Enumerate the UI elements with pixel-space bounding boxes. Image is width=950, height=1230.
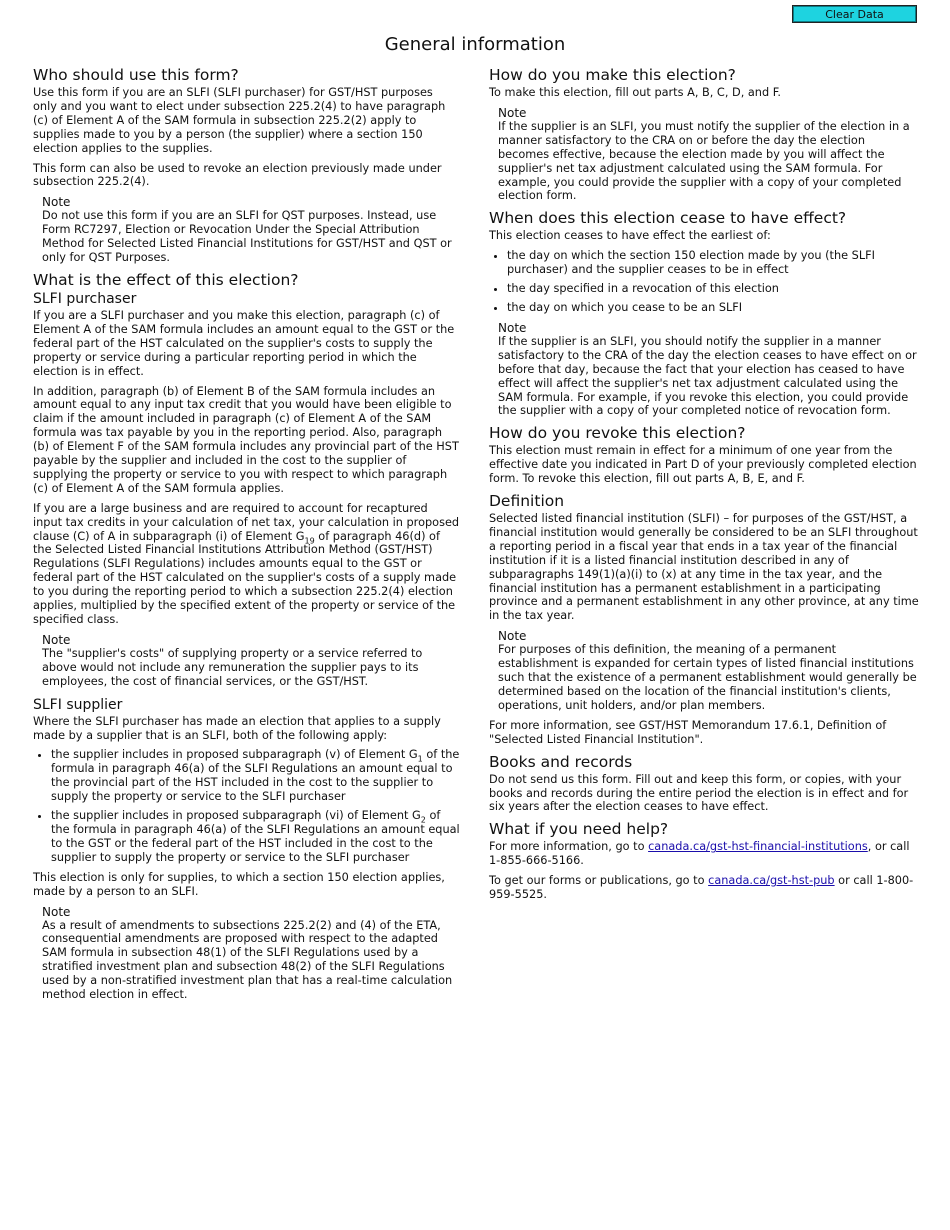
text-span: of the formula in paragraph 46(a) of the SLFI Regulations an amount equal to the provincial part of the HST included in the cost to the supplier to supply the property or service to the SLFI purchaser [51,748,460,804]
cease-note [498,321,919,418]
cease-section [489,209,919,418]
definition-section [489,492,919,747]
text-span: the supplier includes in proposed subparagraph (v) of Element G [51,748,418,762]
effect-heading: What is the effect of this election? [33,270,299,289]
text-span: or call 1-800-959-5525. [489,874,914,902]
subscript: 19 [304,535,315,545]
how-make-section [489,66,919,203]
forms-publications-link[interactable]: canada.ca/gst-hst-pub [708,874,835,888]
note-text: As a result of amendments to subsections 225.2(2) and (4) of the ETA, consequential amendments are proposed with respect to the adapted SAM formula in subsection 48(1) of the SLFI Regulations used by a stratified investment plan and subsection 48(2) of the SLFI Regulations used by a non-stratified investment plan that has a real-time calculation method election in effect. [42,918,453,1002]
cease-list [489,249,919,315]
supplier-list [33,748,460,864]
definition-note [498,629,919,713]
note-label: Note [498,105,527,120]
list-item: • the day on which the section 150 election made by you (the SLFI purchaser) and the supplier ceases to be in effect [507,249,919,277]
page-title: General information [384,34,566,55]
text-span: To get our forms or publications, go to [489,874,709,888]
note-text: Do not use this form if you are an SLFI for QST purposes. Instead, use Form RC7297, Election or Revocation Under the Special Attribution Method for Selected Listed Financial Institutions for GST/HST and QST or only for QST Purposes. [42,209,452,265]
effect-paragraph-5: This election is only for supplies, to which a section 150 election applies, made by a person to an SLFI. [33,870,445,898]
note-text: The "supplier's costs" of supplying property or a service referred to above would not include any remuneration the supplier pays to its employees, the cost of financial services, or the GST/HST. [42,646,423,688]
list-item: • the day specified in a revocation of this election [507,282,919,296]
revoke-heading: How do you revoke this election? [489,424,746,443]
financial-institutions-link[interactable]: canada.ca/gst-hst-financial-institutions [648,840,868,854]
definition-more-info: For more information, see GST/HST Memorandum 17.6.1, Definition of "Selected Listed Financial Institution". [489,718,887,746]
who-note [42,195,460,265]
effect-paragraph-1: If you are a SLFI purchaser and you make this election, paragraph (c) of Element A of the SAM formula includes an amount equal to the GST or the federal part of the HST calculated on the supplier's costs to supply the property or service during a particular reporting period in which the election is in effect. [33,308,455,378]
effect-note [42,633,460,689]
note-text: For purposes of this definition, the meaning of a permanent establishment is expanded for certain types of listed financial institutions such that the existence of a permanent establishment would generally be determined based on the location of the financial institution's clients, operations, unit holders, and/or plan members. [498,643,917,712]
help-section [489,820,919,902]
revoke-paragraph: This election must remain in effect for a minimum of one year from the effective date you indicated in Part D of your previously completed election form. To revoke this election, fill out parts A, B, E, and F. [489,444,917,486]
text-span: of the formula in paragraph 46(a) of the SLFI Regulations an amount equal to the GST or the federal part of the HST included in the cost to the supplier to supply the property or service to the SLFI purchaser [51,809,460,864]
note-label: Note [498,320,527,335]
cease-heading: When does this election cease to have effect? [489,209,847,228]
note-label: Note [42,632,71,647]
cease-paragraph: This election ceases to have effect the earliest of: [489,229,771,243]
books-heading: Books and records [489,752,633,771]
subscript: 2 [420,815,426,825]
effect-paragraph-4: Where the SLFI purchaser has made an election that applies to a supply made by a supplier that is an SLFI, both of the following apply: [33,714,441,742]
list-item [51,809,460,865]
who-heading: Who should use this form? [33,66,239,84]
who-paragraph-2: This form can also be used to revoke an election previously made under subsection 225.2(4). [33,161,442,189]
text-span: If you are a large business and are required to account for recaptured input tax credits in your calculation of net tax, your calculation in proposed clause (C) of A in subparagraph (i) of Element G [33,501,460,543]
note-text: If the supplier is an SLFI, you must notify the supplier of the election in a manner satisfactory to the CRA on or before the day the election becomes effective, because the election made by you will affect the supplier's net tax adjustment calculated using the SAM formula. For example, you could provide the supplier with a copy of your completed election form. [498,119,910,203]
revoke-section [489,424,919,486]
text-span: the supplier includes in proposed subparagraph (vi) of Element G [51,809,421,823]
amendments-note [42,905,460,1002]
note-label: Note [42,904,71,919]
help-paragraph-2 [489,874,919,902]
who-paragraph-1: Use this form if you are an SLFI (SLFI purchaser) for GST/HST purposes only and you want to elect under subsection 225.2(4) to have paragraph (c) of Element A of the SAM formula in subsection 225.2(2) apply to supplies made to you by a person (the supplier) where a section 150 election applies to the supplies. [33,86,446,155]
text-span: For more information, go to [489,840,649,854]
effect-paragraph-2: In addition, paragraph (b) of Element B of the SAM formula includes an amount equal to any input tax credit that you would have been eligible to claim if the amount included in paragraph (c) of Element A of the SAM formula was tax payable by you in the reporting period. Also, paragraph (b) of Element F of the SAM formula includes any provincial part of the HST payable by the supplier and included in the cost to the supplier of supplying the property or service to you with respect to which paragraph (c) of Element A of the SAM formula applies. [33,384,459,495]
note-text: If the supplier is an SLFI, you should notify the supplier in a manner satisfactory to the CRA of the day the election ceases to have effect on or before that day, because the fact that your election has ceased to have effect will affect the supplier's net tax adjustment calculated using the SAM formula. For example, if you revoke this election, you could provide the supplier with a copy of your completed notice of revocation form. [498,334,917,418]
list-item: • the day on which you cease to be an SLFI [507,301,919,315]
help-paragraph-1 [489,840,919,868]
how-make-note [498,106,919,203]
note-label: Note [42,195,71,210]
slfi-purchaser-subheading: SLFI purchaser [33,290,137,307]
help-heading: What if you need help? [489,820,669,839]
how-make-paragraph: To make this election, fill out parts A, B, C, D, and F. [489,86,781,99]
books-paragraph: Do not send us this form. Fill out and keep this form, or copies, with your books and records during the entire period the election is in effect and for six years after the election ceases to have effect. [489,772,909,814]
definition-heading: Definition [489,492,565,511]
text-span: of paragraph 46(d) of the Selected Listed Financial Institutions Attribution Method (GST/HST) Regulations (SLFI Regulations) includes amounts equal to the GST or federal part of the HST calculated on the supplier's costs of a supply made to you during the reporting period to which a subsection 225.2(4) election applies, multiplied by the specified extent of the property or service of the specified class. [33,529,457,626]
subscript: 1 [417,754,423,764]
right-column [489,66,919,908]
list-item [51,748,460,804]
text-span: , or call 1-855-666-5166. [489,840,910,868]
slfi-supplier-subheading: SLFI supplier [33,696,123,713]
clear-data-button[interactable]: Clear Data [792,5,917,23]
effect-paragraph-3 [33,502,460,627]
how-make-heading: How do you make this election? [489,66,736,84]
left-column [33,66,460,1008]
who-section [33,66,460,265]
books-section [489,753,919,815]
note-label: Note [498,629,527,644]
effect-section [33,271,460,1002]
definition-paragraph: Selected listed financial institution (SLFI) – for purposes of the GST/HST, a financial institution would generally be considered to be an SLFI throughout a reporting period in a fiscal year that ends in a tax year of the financial institution if it is a listed financial institution described in any of subparagraphs 149(1)(a)(i) to (x) at any time in the tax year, and the financial institution has a permanent establishment in a participating province and a permanent establishment in any other province, at any time in the tax year. [489,512,919,623]
